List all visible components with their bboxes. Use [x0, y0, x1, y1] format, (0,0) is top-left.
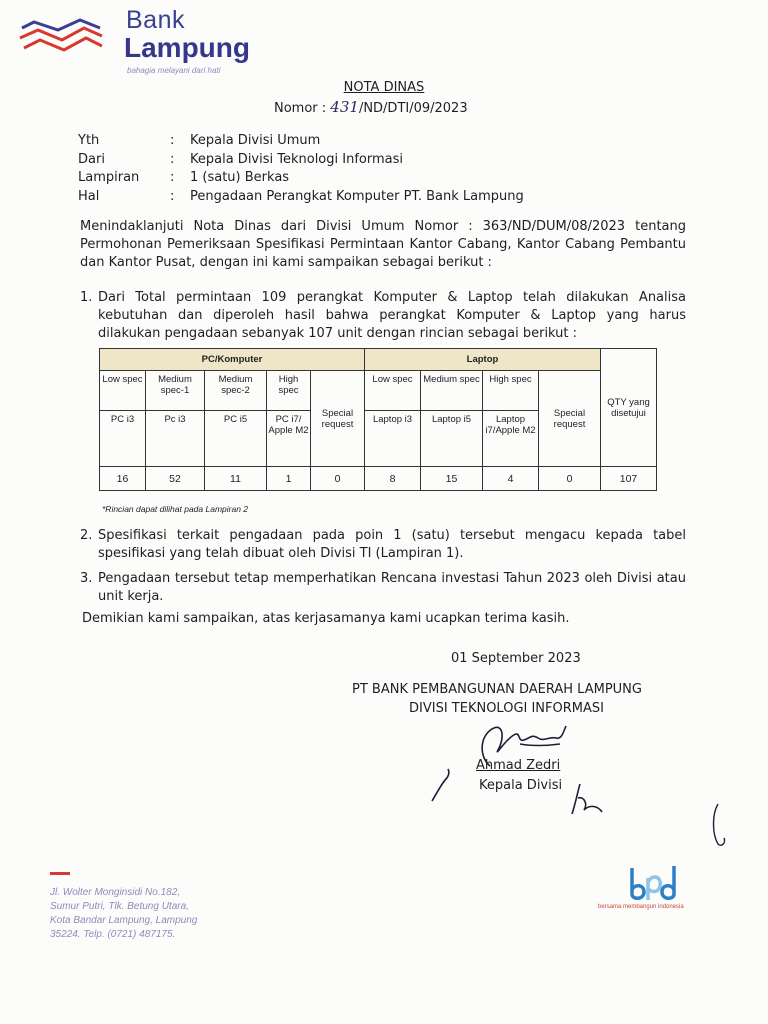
unit-pc-i3: PC i3 [100, 411, 146, 467]
procurement-table [99, 348, 657, 491]
bank-lampung-logo-icon [18, 16, 104, 56]
document-title: NOTA DINAS [343, 80, 425, 95]
address-row-lampiran: Lampiran : 1 (satu) Berkas [78, 170, 290, 185]
unit-laptop-i3: Laptop i3 [365, 411, 421, 467]
table-row [100, 467, 657, 491]
address-row-yth: Yth : Kepala Divisi Umum [78, 133, 321, 148]
table-cell-total: 107 [601, 467, 657, 491]
footer-address: Jl. Wolter Monginsidi No.182, Sumur Putri, Tlk. Betung Utara, Kota Bandar Lampung, Lampung 35224. Telp. (0721) 487175. [50, 887, 198, 940]
table-cell: 0 [539, 467, 601, 491]
signer-name: Ahmad Zedri [476, 758, 561, 773]
table-footnote: *Rincian dapat dilihat pada Lampiran 2 [102, 504, 249, 514]
spec-laptop-high: High spec [483, 371, 539, 411]
initial-mark-icon [428, 765, 468, 805]
list-item-1: 1. Dari Total permintaan 109 perangkat Komputer & Laptop telah dilakukan Analisa kebutuhan dan diperoleh hasil bahwa perangkat Komputer & Laptop yang harus dilakukan pengadaan sebanyak 107 unit dengan rincian sebagai berikut : [80, 290, 686, 341]
division-name: DIVISI TEKNOLOGI INFORMASI [409, 701, 604, 716]
spec-pc-low: Low spec [100, 371, 146, 411]
logo-lampung-text: Lampung [124, 32, 250, 63]
spec-laptop-special: Special request [539, 371, 601, 467]
table-cell: 0 [311, 467, 365, 491]
header-laptop: Laptop [365, 349, 601, 371]
table-cell: 11 [205, 467, 267, 491]
footer-accent-dash [50, 872, 70, 875]
unit-laptop-i5: Laptop i5 [421, 411, 483, 467]
table-cell: 4 [483, 467, 539, 491]
spec-laptop-medium: Medium spec [421, 371, 483, 411]
unit-pc-i7-apple: PC i7/ Apple M2 [267, 411, 311, 467]
initial-mark-icon [708, 800, 732, 850]
header-qty: QTY yang disetujui [601, 349, 657, 467]
letter-date: 01 September 2023 [451, 651, 581, 666]
closing-sentence: Demikian kami sampaikan, atas kerjasamanya kami ucapkan terima kasih. [82, 611, 570, 626]
list-item-2: 2. Spesifikasi terkait pengadaan pada poin 1 (satu) tersebut mengacu kepada tabel spesifikasi yang telah dibuat oleh Divisi TI (Lampiran 1). [80, 528, 686, 561]
logo-bank-text: Bank [126, 6, 185, 34]
document-number-suffix: /ND/DTI/09/2023 [358, 101, 468, 116]
unit-pc-i5: PC i5 [205, 411, 267, 467]
address-row-dari: Dari : Kepala Divisi Teknologi Informasi [78, 151, 403, 167]
initial-mark-icon [568, 778, 608, 818]
table-cell: 16 [100, 467, 146, 491]
spec-pc-special: Special request [311, 371, 365, 467]
header-pc-komputer: PC/Komputer [100, 349, 365, 371]
document-number-prefix: Nomor : [274, 101, 331, 116]
spec-pc-medium-2: Medium spec-2 [205, 371, 267, 411]
spec-pc-medium-1: Medium spec-1 [146, 371, 205, 411]
table-cell: 1 [267, 467, 311, 491]
handwritten-number: 431 [330, 98, 359, 116]
table-cell: 8 [365, 467, 421, 491]
organization-name: PT BANK PEMBANGUNAN DAERAH LAMPUNG [352, 682, 642, 697]
bpd-logo-icon [626, 860, 680, 902]
list-item-3: 3. Pengadaan tersebut tetap memperhatikan Rencana investasi Tahun 2023 oleh Divisi atau unit kerja. [80, 571, 686, 604]
address-row-hal: Hal : Pengadaan Perangkat Komputer PT. Bank Lampung [78, 188, 524, 204]
logo-tagline: bahagia melayani dari hati [127, 66, 221, 75]
document-number [274, 98, 468, 116]
table-cell: 52 [146, 467, 205, 491]
table-cell: 15 [421, 467, 483, 491]
signer-position: Kepala Divisi [479, 778, 563, 793]
bpd-tagline: bersama membangun indonesia [598, 904, 684, 910]
unit-pc-i3-medium: Pc i3 [146, 411, 205, 467]
spec-laptop-low: Low spec [365, 371, 421, 411]
intro-paragraph: Menindaklanjuti Nota Dinas dari Divisi Umum Nomor : 363/ND/DUM/08/2023 tentang Permohonan Pemeriksaan Spesifikasi Permintaan Kantor Cabang, Kantor Cabang Pembantu dan Kantor Pusat, dengan ini kami sampaikan sebagai berikut : [80, 219, 686, 270]
unit-laptop-i7-apple: Laptop i7/Apple M2 [483, 411, 539, 467]
spec-pc-high: High spec [267, 371, 311, 411]
address-block [78, 132, 524, 206]
